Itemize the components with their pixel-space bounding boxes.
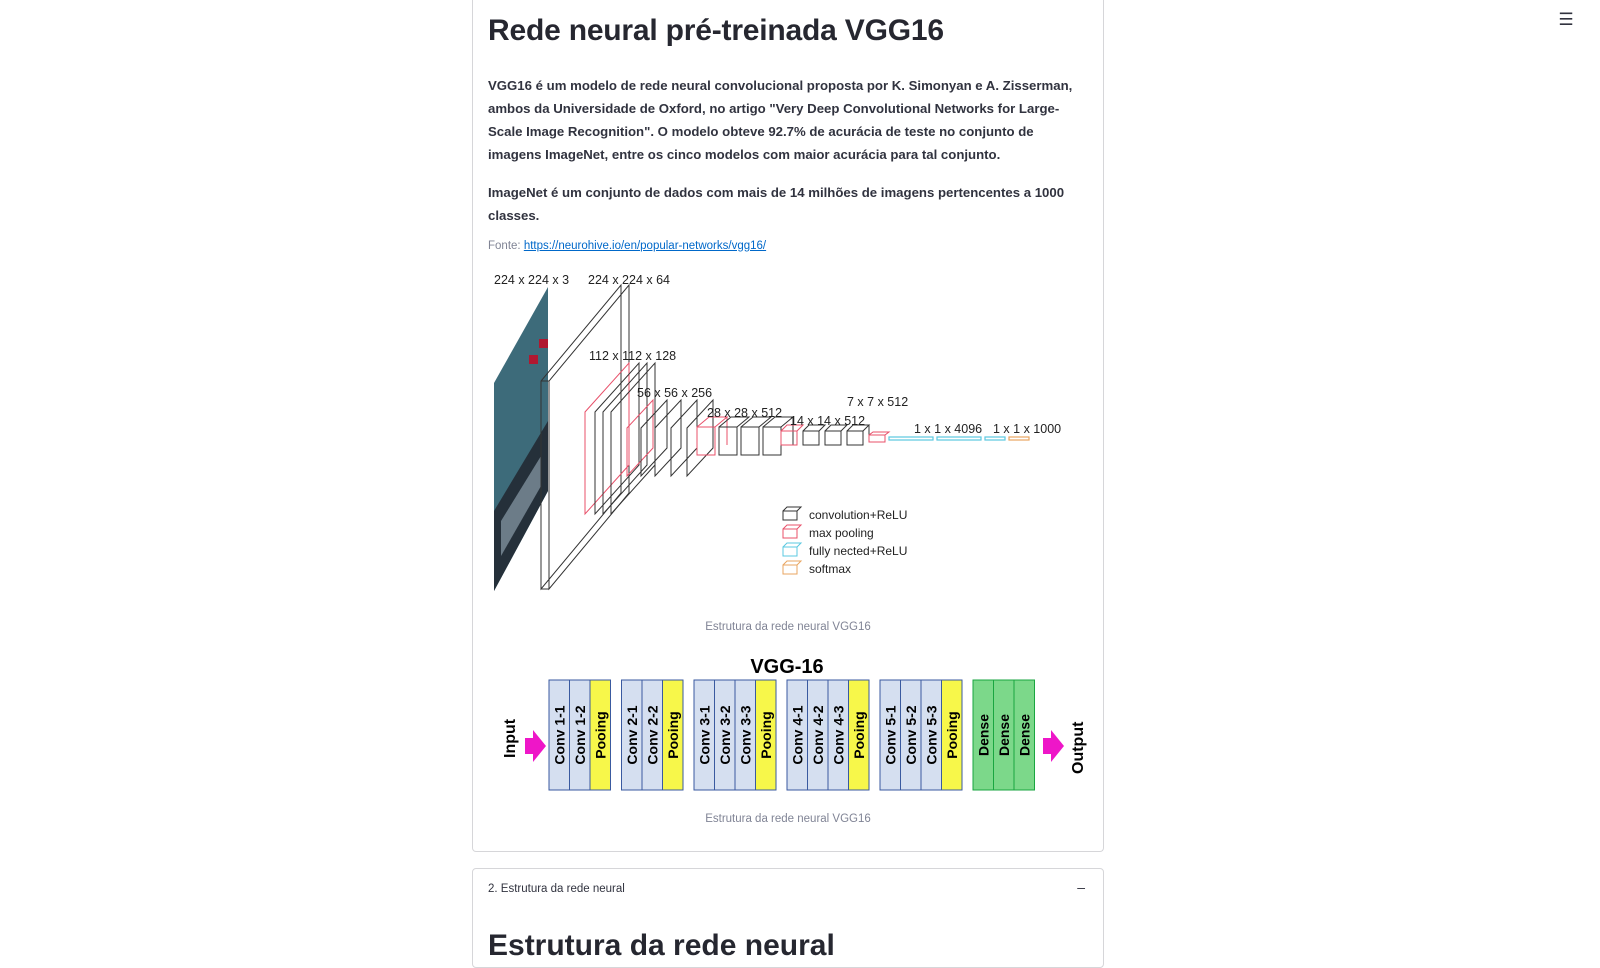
- dim-label: 7 x 7 x 512: [847, 395, 909, 409]
- input-arrow-icon: [525, 730, 546, 762]
- block-7: [869, 432, 889, 442]
- figure-caption: Estrutura da rede neural VGG16: [705, 621, 871, 633]
- block-14: [781, 425, 869, 445]
- layer-block-3: [694, 680, 776, 790]
- output-arrow-icon: [1043, 730, 1064, 762]
- layer-label: Conv 1-2: [571, 705, 588, 765]
- layer-label: Dense: [1016, 713, 1033, 757]
- layer-label: Pooing: [943, 711, 960, 759]
- layer-label: Conv 5-1: [882, 705, 899, 765]
- hamburger-menu-icon[interactable]: ☰: [1558, 10, 1574, 29]
- dim-label: 28 x 28 x 512: [707, 406, 783, 420]
- layer-block-1: [549, 680, 611, 790]
- fc-layers: [889, 437, 1029, 440]
- source-line: [488, 240, 1088, 252]
- layer-label: Conv 3-1: [696, 705, 713, 765]
- imagenet-paragraph: ImageNet é um conjunto de dados com mais de 14 milhões de imagens pertencentes a 1000 classes.: [488, 185, 1065, 223]
- layer-label: Pooing: [757, 711, 774, 759]
- legend-label: softmax: [809, 562, 852, 576]
- block-56: [627, 400, 713, 476]
- layer-block-4: [787, 680, 869, 790]
- expander-panel-structure[interactable]: [472, 868, 1104, 968]
- layer-label: Conv 3-2: [716, 705, 733, 765]
- layer-label: Conv 1-1: [551, 705, 568, 765]
- legend-label: fully nected+ReLU: [809, 544, 908, 558]
- section-title: Rede neural pré-treinada VGG16: [488, 14, 944, 47]
- layer-label: Conv 5-2: [902, 705, 919, 765]
- legend-label: max pooling: [809, 526, 874, 540]
- legend-label: convolution+ReLU: [809, 508, 908, 522]
- legend: [783, 507, 801, 574]
- layer-block-5: [880, 680, 962, 790]
- dim-label: 224 x 224 x 3: [494, 273, 570, 287]
- dim-label: 1 x 1 x 4096: [914, 422, 983, 436]
- section-title: Estrutura da rede neural: [488, 929, 835, 962]
- layer-label: Conv 4-3: [830, 705, 847, 765]
- source-link[interactable]: https://neurohive.io/en/popular-networks/vgg16/: [523, 240, 767, 252]
- description-paragraph: VGG16 é um modelo de rede neural convolucional proposta por K. Simonyan e A. Zisserman, ambos da Universidade de Oxford, no artigo "Very Deep Convolutional Networks for Large-Scale Image Recognition". O modelo obteve 92.7% de acurácia de teste no conjunto de imagens ImageNet, entre os cinco modelos com maior acurácia para tal conjunto.: [488, 78, 1073, 162]
- dim-label: 224 x 224 x 64: [588, 273, 671, 287]
- dim-label: 1 x 1 x 1000: [993, 422, 1062, 436]
- expander-panel-vgg16: [472, 0, 1104, 852]
- layer-label: Conv 5-3: [923, 705, 940, 765]
- vgg16-block-diagram: [491, 654, 1087, 806]
- layer-label: Dense: [995, 713, 1012, 757]
- dim-label: 56 x 56 x 256: [637, 386, 713, 400]
- layer-label: Conv 3-3: [737, 705, 754, 765]
- source-label: Fonte:: [488, 240, 521, 252]
- diagram-title: VGG-16: [750, 656, 824, 678]
- layer-label: Conv 2-1: [623, 705, 640, 765]
- layer-label: Pooing: [592, 711, 609, 759]
- vgg16-architecture-diagram: [491, 271, 1083, 609]
- layer-label: Conv 4-2: [809, 705, 826, 765]
- layer-label: Pooing: [664, 711, 681, 759]
- layer-block-6: [973, 680, 1035, 790]
- layer-label: Dense: [975, 713, 992, 757]
- dim-label: 14 x 14 x 512: [790, 414, 866, 428]
- output-label: Output: [1070, 721, 1087, 774]
- collapse-icon[interactable]: –: [1077, 879, 1085, 895]
- input-label: Input: [502, 718, 519, 758]
- layer-label: Conv 4-1: [789, 705, 806, 765]
- figure-caption: Estrutura da rede neural VGG16: [705, 813, 871, 825]
- layer-label: Pooing: [850, 711, 867, 759]
- layer-label: Conv 2-2: [644, 705, 661, 765]
- layer-block-2: [622, 680, 684, 790]
- expander-label[interactable]: 2. Estrutura da rede neural: [488, 883, 625, 895]
- dim-label: 112 x 112 x 128: [589, 349, 677, 363]
